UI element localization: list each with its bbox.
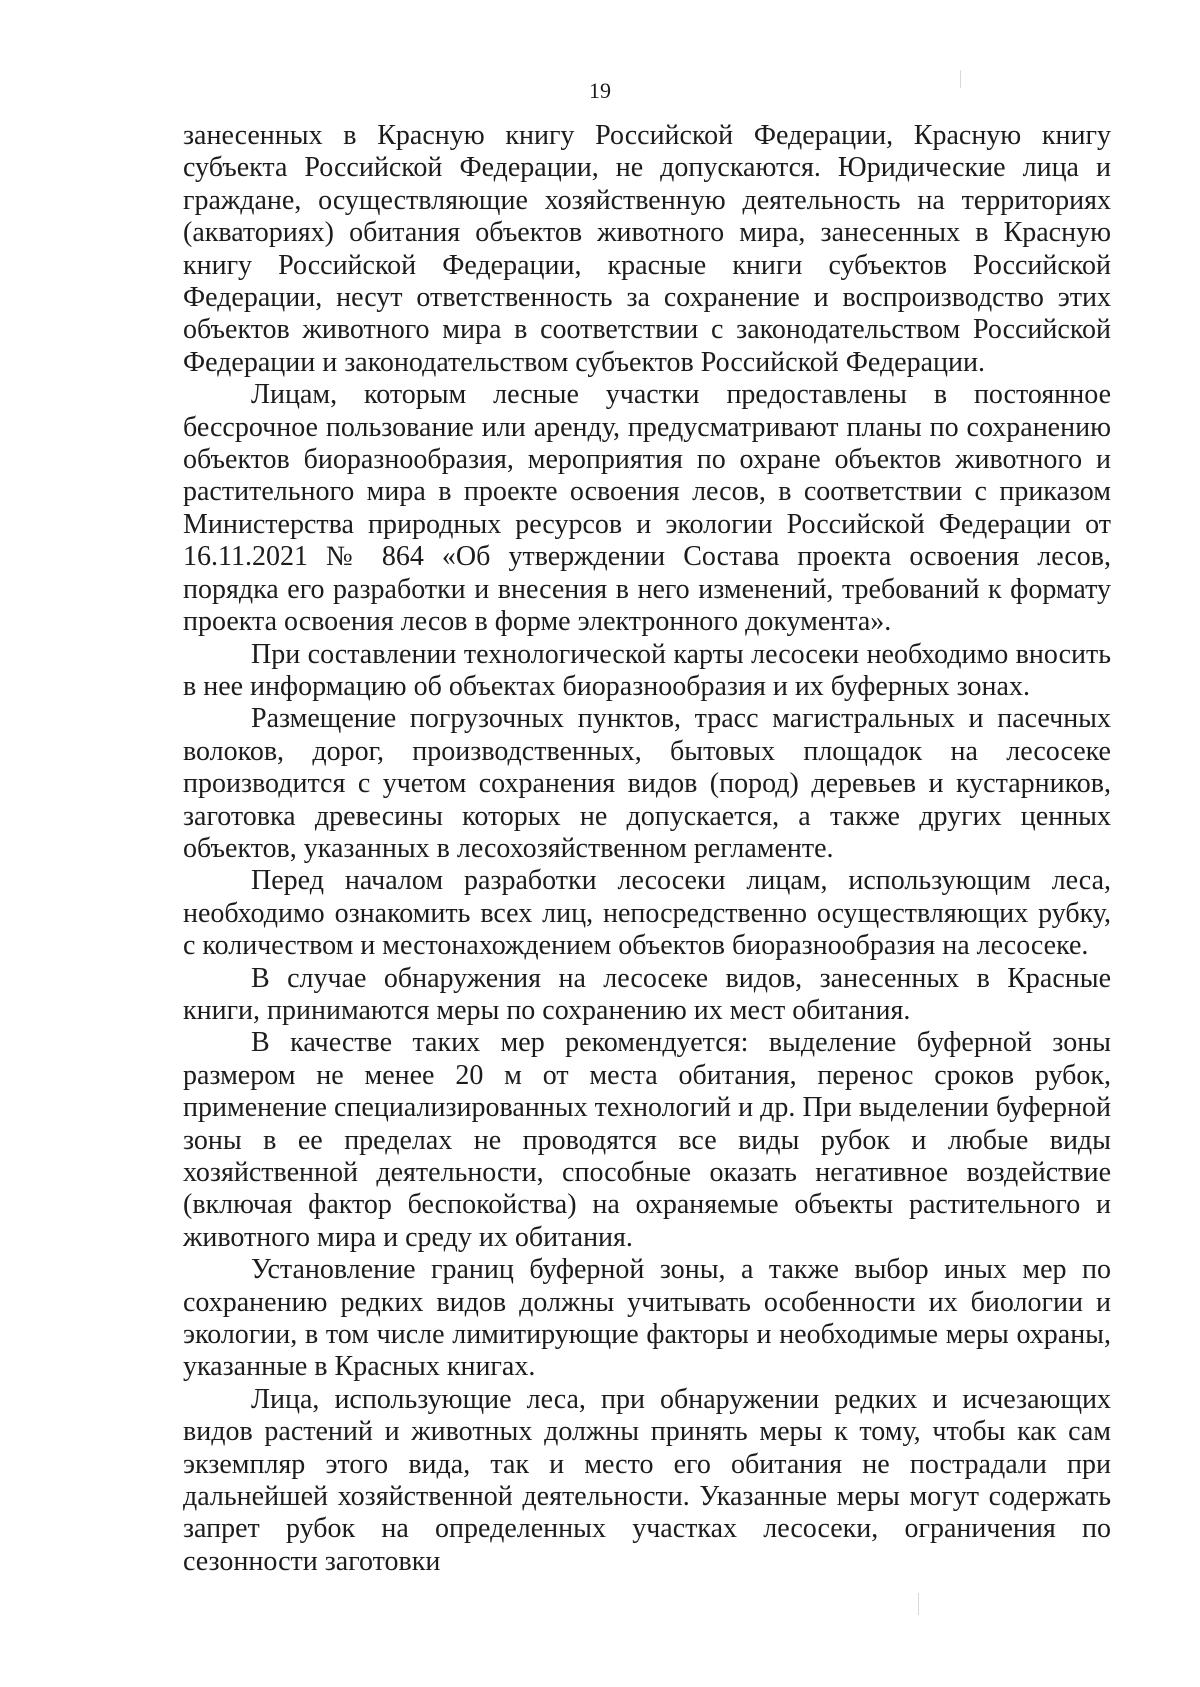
scan-speck xyxy=(960,70,961,88)
paragraph: Установление границ буферной зоны, а также выбор иных мер по сохранению редких видов должны учитывать особенности их биологии и экологии, в том числе лимитирующие факторы и необходимые меры охраны, указанные в Красных книгах. xyxy=(183,1254,1111,1383)
paragraph: Размещение погрузочных пунктов, трасс магистральных и пасечных волоков, дорог, производственных, бытовых площадок на лесосеке производится с учетом сохранения видов (пород) деревьев и кустарников, заготовка древесины которых не допускается, а также других ценных объектов, указанных в лесохозяйственном регламенте. xyxy=(183,703,1111,864)
body-text xyxy=(183,120,1111,1578)
page-number: 19 xyxy=(589,78,611,103)
scan-speck xyxy=(918,1593,919,1615)
paragraph: Лица, использующие леса, при обнаружении редких и исчезающих видов растений и животных должны принять меры к тому, чтобы как сам экземпляр этого вида, так и место его обитания не пострадали при дальнейшей хозяйственной деятельности. Указанные меры могут содержать запрет рубок на определенных участках лесосеки, ограничения по сезонности заготовки xyxy=(183,1383,1111,1577)
paragraph: Лицам, которым лесные участки предоставлены в постоянное бессрочное пользование или аренду, предусматривают планы по сохранению объектов биоразнообразия, мероприятия по охране объектов животного и растительного мира в проекте освоения лесов, в соответствии с приказом Министерства природных ресурсов и экологии Российской Федерации от 16.11.2021 № 864 «Об утверждении Состава проекта освоения лесов, порядка его разработки и внесения в него изменений, требований к формату проекта освоения лесов в форме электронного документа». xyxy=(183,379,1111,638)
paragraph: В качестве таких мер рекомендуется: выделение буферной зоны размером не менее 20 м от места обитания, перенос сроков рубок, применение специализированных технологий и др. При выделении буферной зоны в ее пределах не проводятся все виды рубок и любые виды хозяйственной деятельности, способные оказать негативное воздействие (включая фактор беспокойства) на охраняемые объекты растительного и животного мира и среду их обитания. xyxy=(183,1027,1111,1253)
paragraph: занесенных в Красную книгу Российской Федерации, Красную книгу субъекта Российской Федерации, не допускаются. Юридические лица и граждане, осуществляющие хозяйственную деятельность на территориях (акваториях) обитания объектов животного мира, занесенных в Красную книгу Российской Федерации, красные книги субъектов Российской Федерации, несут ответственность за сохранение и воспроизводство этих объектов животного мира в соответствии с законодательством Российской Федерации и законодательством субъектов Российской Федерации. xyxy=(183,120,1111,378)
paragraph: Перед началом разработки лесосеки лицам, использующим леса, необходимо ознакомить всех лиц, непосредственно осуществляющих рубку, с количеством и местонахождением объектов биоразнообразия на лесосеке. xyxy=(183,865,1111,962)
paragraph: При составлении технологической карты лесосеки необходимо вносить в нее информацию об объектах биоразнообразия и их буферных зонах. xyxy=(183,638,1111,702)
paragraph: В случае обнаружения на лесосеке видов, занесенных в Красные книги, принимаются меры по сохранению их мест обитания. xyxy=(183,962,1111,1026)
